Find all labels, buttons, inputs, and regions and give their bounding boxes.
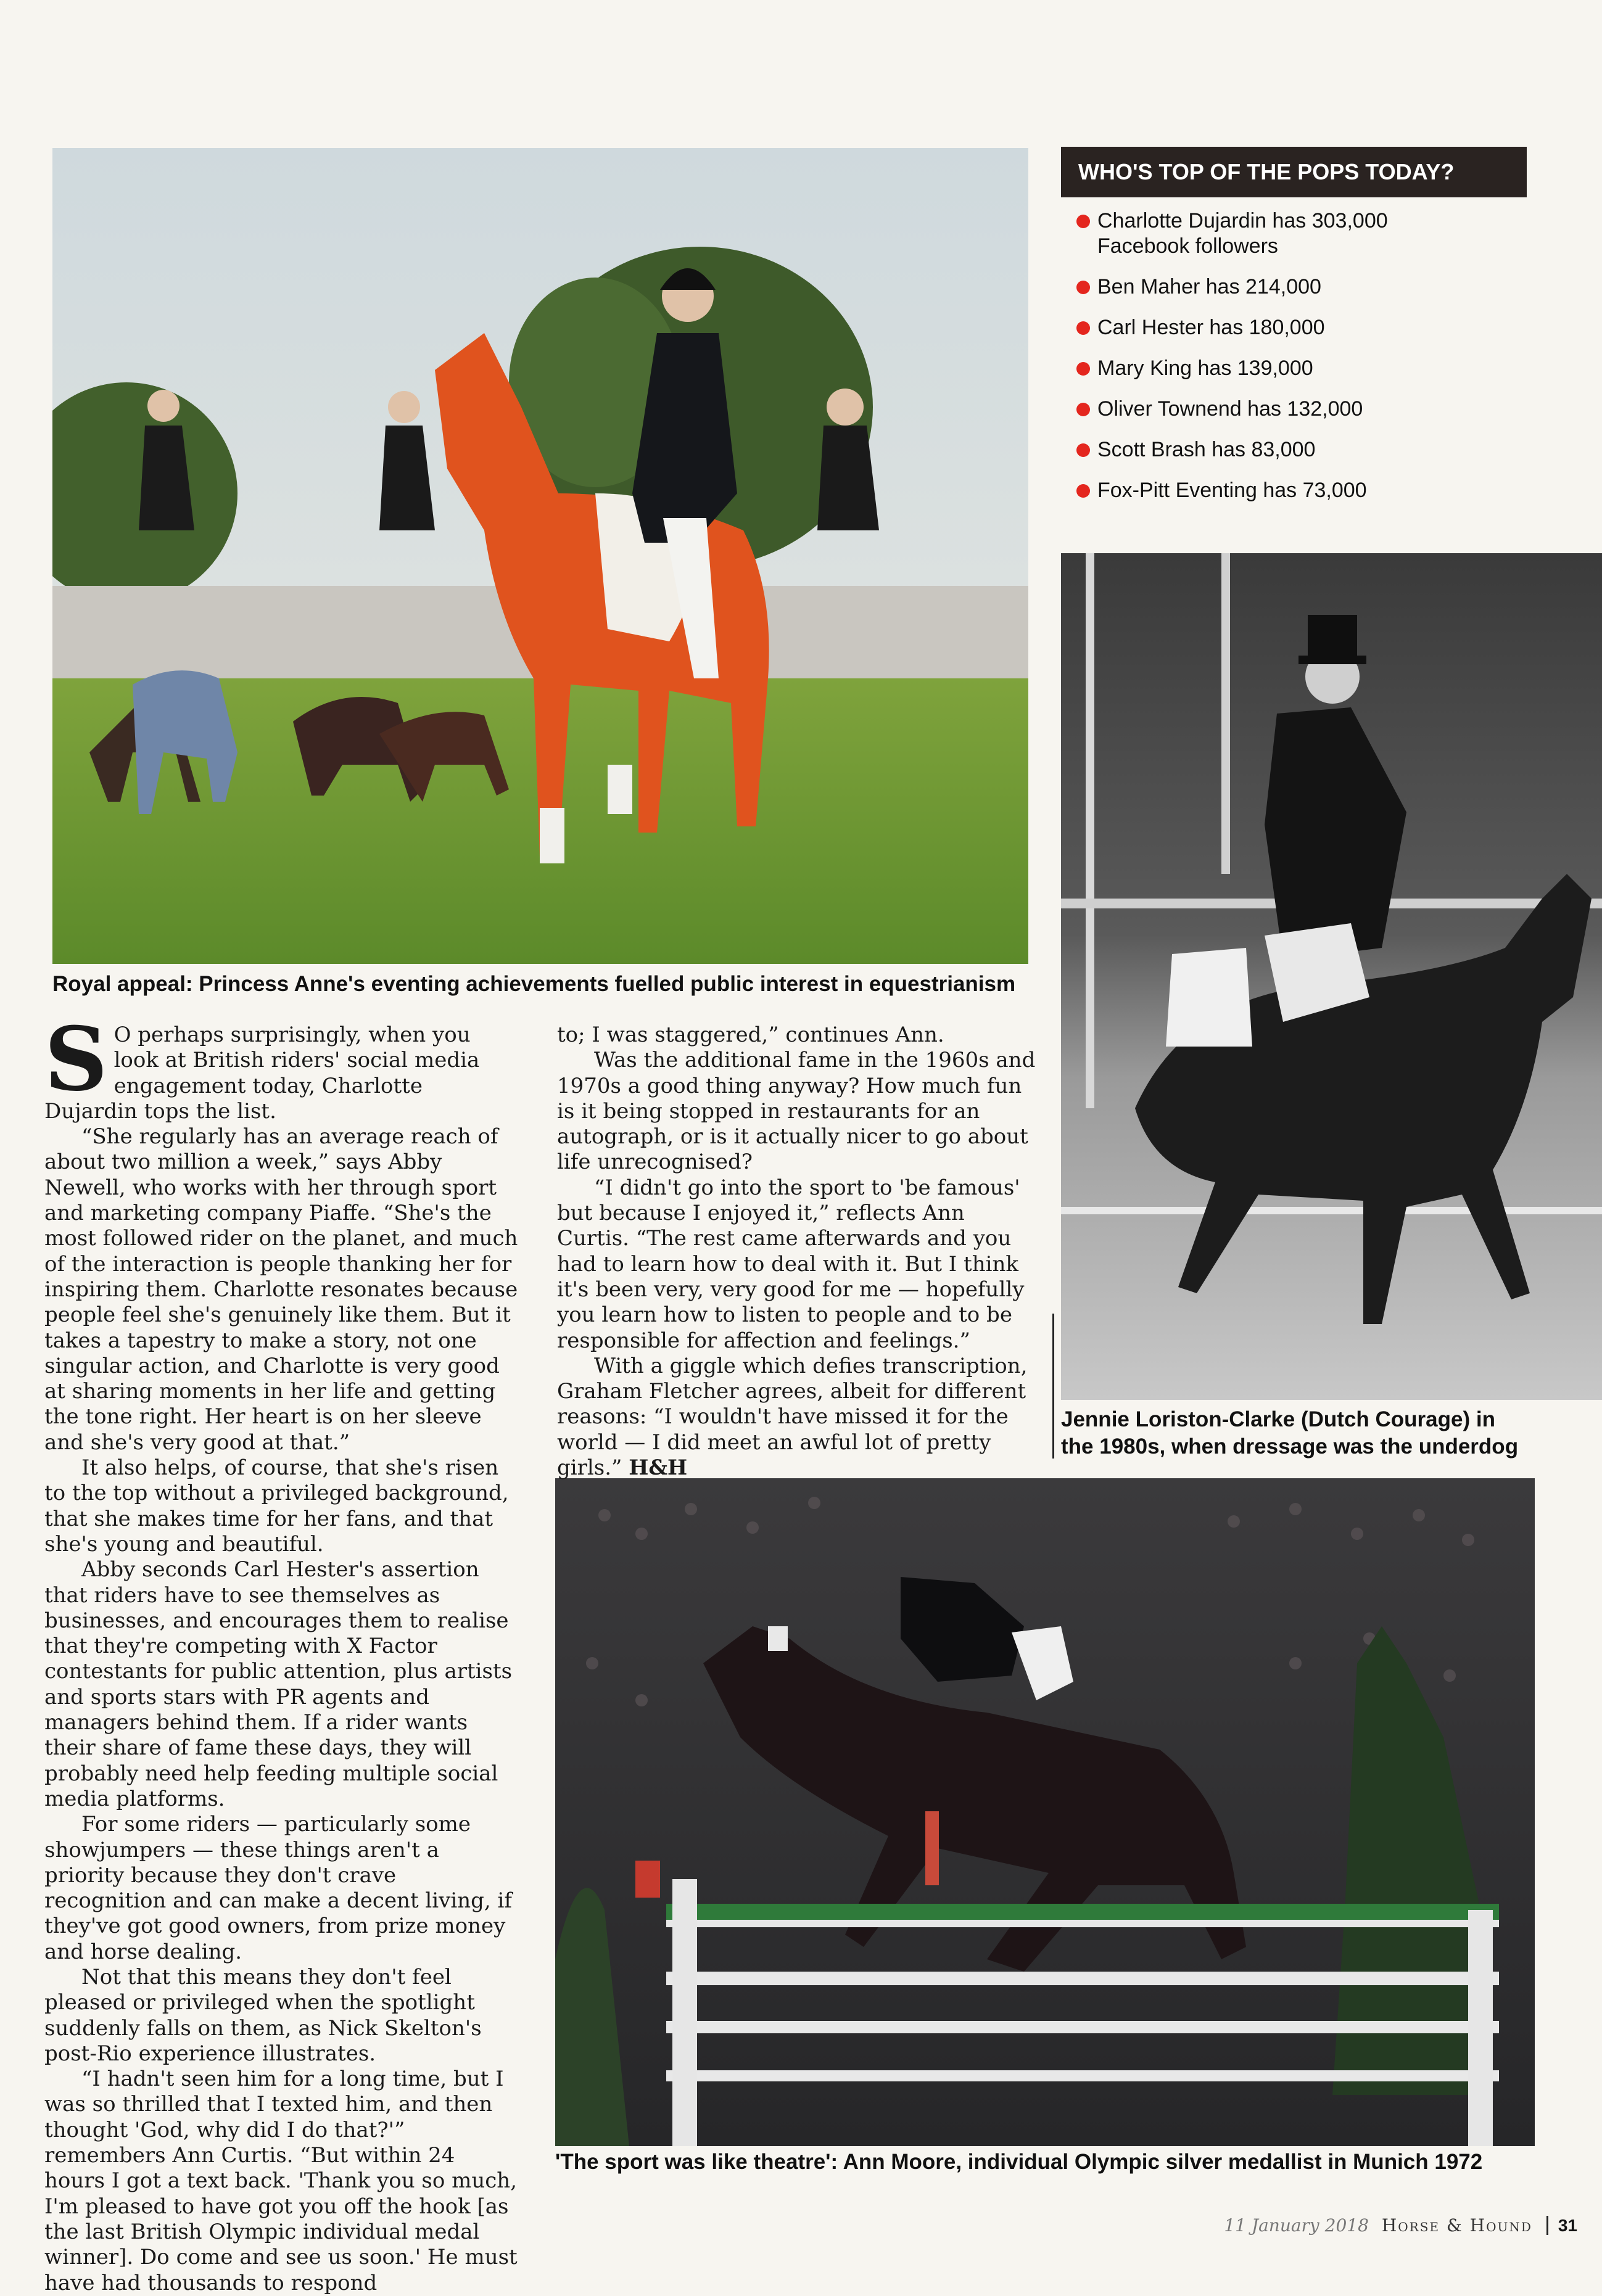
list-item: Oliver Townend has 132,000 — [1076, 397, 1533, 422]
red-bullet-icon — [1076, 215, 1090, 228]
article-paragraph: to; I was staggered,” continues Ann. — [557, 1023, 944, 1047]
list-item: Charlotte Dujardin has 303,000 Facebook followers — [1076, 208, 1533, 259]
article-paragraph: “She regularly has an average reach of about two million a week,” says Abby Newell, who works with her through sport and marketing company Piaffe. “She's the most followed rider on the planet, and much of the interaction is people thanking her for inspiring them. Charlotte resonates because people feel she's genuinely like them. But it takes a tapestry to make a story, not one singular action, and Charlotte is very good at sharing moments in her life and getting the tone right. Her heart is on her sleeve and she's very good at that.” — [44, 1124, 518, 1455]
list-item: Fox-Pitt Eventing has 73,000 — [1076, 478, 1533, 503]
article-paragraph: Abby seconds Carl Hester's assertion that riders have to see themselves as businesses, and encourages them to realise that they're competing with X Factor contestants for public attention, plus artists and sports stars with PR agents and managers behind them. If a rider wants their share of fame these days, they will probably need help feeding multiple social media platforms. — [44, 1557, 513, 1811]
top-of-pops-header: WHO'S TOP OF THE POPS TODAY? — [1061, 147, 1527, 197]
issue-date: 11 January 2018 — [1224, 2215, 1369, 2236]
red-bullet-icon — [1076, 281, 1090, 294]
page-number: 31 — [1546, 2216, 1577, 2235]
red-bullet-icon — [1076, 443, 1090, 457]
red-bullet-icon — [1076, 321, 1090, 335]
jennie-caption: Jennie Loriston-Clarke (Dutch Courage) in the 1980s, when dressage was the underdog — [1061, 1407, 1519, 1459]
page-footer — [1224, 2215, 1577, 2236]
caption-divider — [1052, 1314, 1054, 1459]
ann-moore-photo — [555, 1478, 1535, 2146]
article-paragraph: S O perhaps surprisingly, when you look at British riders' social media engagement today, Charlotte Dujardin tops the list. — [44, 1008, 480, 1124]
article-paragraph: For some riders — particularly some showjumpers — these things aren't a priority because they don't crave recognition and can make a decent living, if they've got good owners, from prize money and horse dealing. — [44, 1812, 512, 1964]
article-paragraph: “I didn't go into the sport to 'be famous' but because I enjoyed it,” reflects Ann Curtis. “The rest came afterwards and you had to learn how to deal with it. But I think it's been very, very good for me — hopefully you learn how to listen to people and to be responsible for affection and feelings.” — [557, 1175, 1025, 1353]
list-item: Scott Brash has 83,000 — [1076, 437, 1533, 463]
royal-appeal-caption: Royal appeal: Princess Anne's eventing achievements fuelled public interest in equestrianism — [52, 972, 1016, 996]
article-paragraph: It also helps, of course, that she's risen to the top without a privileged background, that she makes time for her fans, and that she's young and beautiful. — [44, 1455, 509, 1557]
drop-cap: S — [44, 1008, 108, 1111]
signoff: H&H — [629, 1455, 688, 1481]
red-bullet-icon — [1076, 403, 1090, 416]
top-of-pops-list — [1076, 208, 1533, 519]
list-item: Carl Hester has 180,000 — [1076, 315, 1533, 340]
list-item: Ben Maher has 214,000 — [1076, 274, 1533, 300]
article-paragraph: Not that this means they don't feel pleased or privileged when the spotlight suddenly falls on them, as Nick Skelton's post-Rio experience illustrates. — [44, 1964, 482, 2066]
red-bullet-icon — [1076, 362, 1090, 376]
royal-appeal-photo — [52, 148, 1028, 964]
article-paragraph: “I hadn't seen him for a long time, but I was so thrilled that I texted him, and then thought 'God, why did I do that?'” remembers Ann Curtis. “But within 24 hours I got a text back. 'Thank you so much, I'm pleased to have got you off the hook [as the last British Olympic individual medal winner]. Do come and see us soon.' He must have had thousands to respond — [44, 2067, 518, 2295]
red-bullet-icon — [1076, 484, 1090, 498]
ann-moore-caption: 'The sport was like theatre': Ann Moore, individual Olympic silver medallist in Munich 1972 — [555, 2150, 1483, 2174]
article-paragraph: With a giggle which defies transcription, Graham Fletcher agrees, albeit for different reasons: “I wouldn't have missed it for the world — I did meet an awful lot of pretty girls.” H&H — [557, 1353, 1028, 1481]
list-item: Mary King has 139,000 — [1076, 356, 1533, 381]
magazine-brand: Horse & Hound — [1381, 2215, 1532, 2236]
article-column-1 — [44, 1008, 521, 2296]
article-paragraph: Was the additional fame in the 1960s and 1970s a good thing anyway? How much fun is it being stopped in restaurants for an autograph, or is it actually nicer to go about life unrecognised? — [557, 1048, 1036, 1175]
jennie-loriston-clarke-photo — [1061, 553, 1602, 1400]
article-column-2 — [557, 1023, 1038, 1481]
